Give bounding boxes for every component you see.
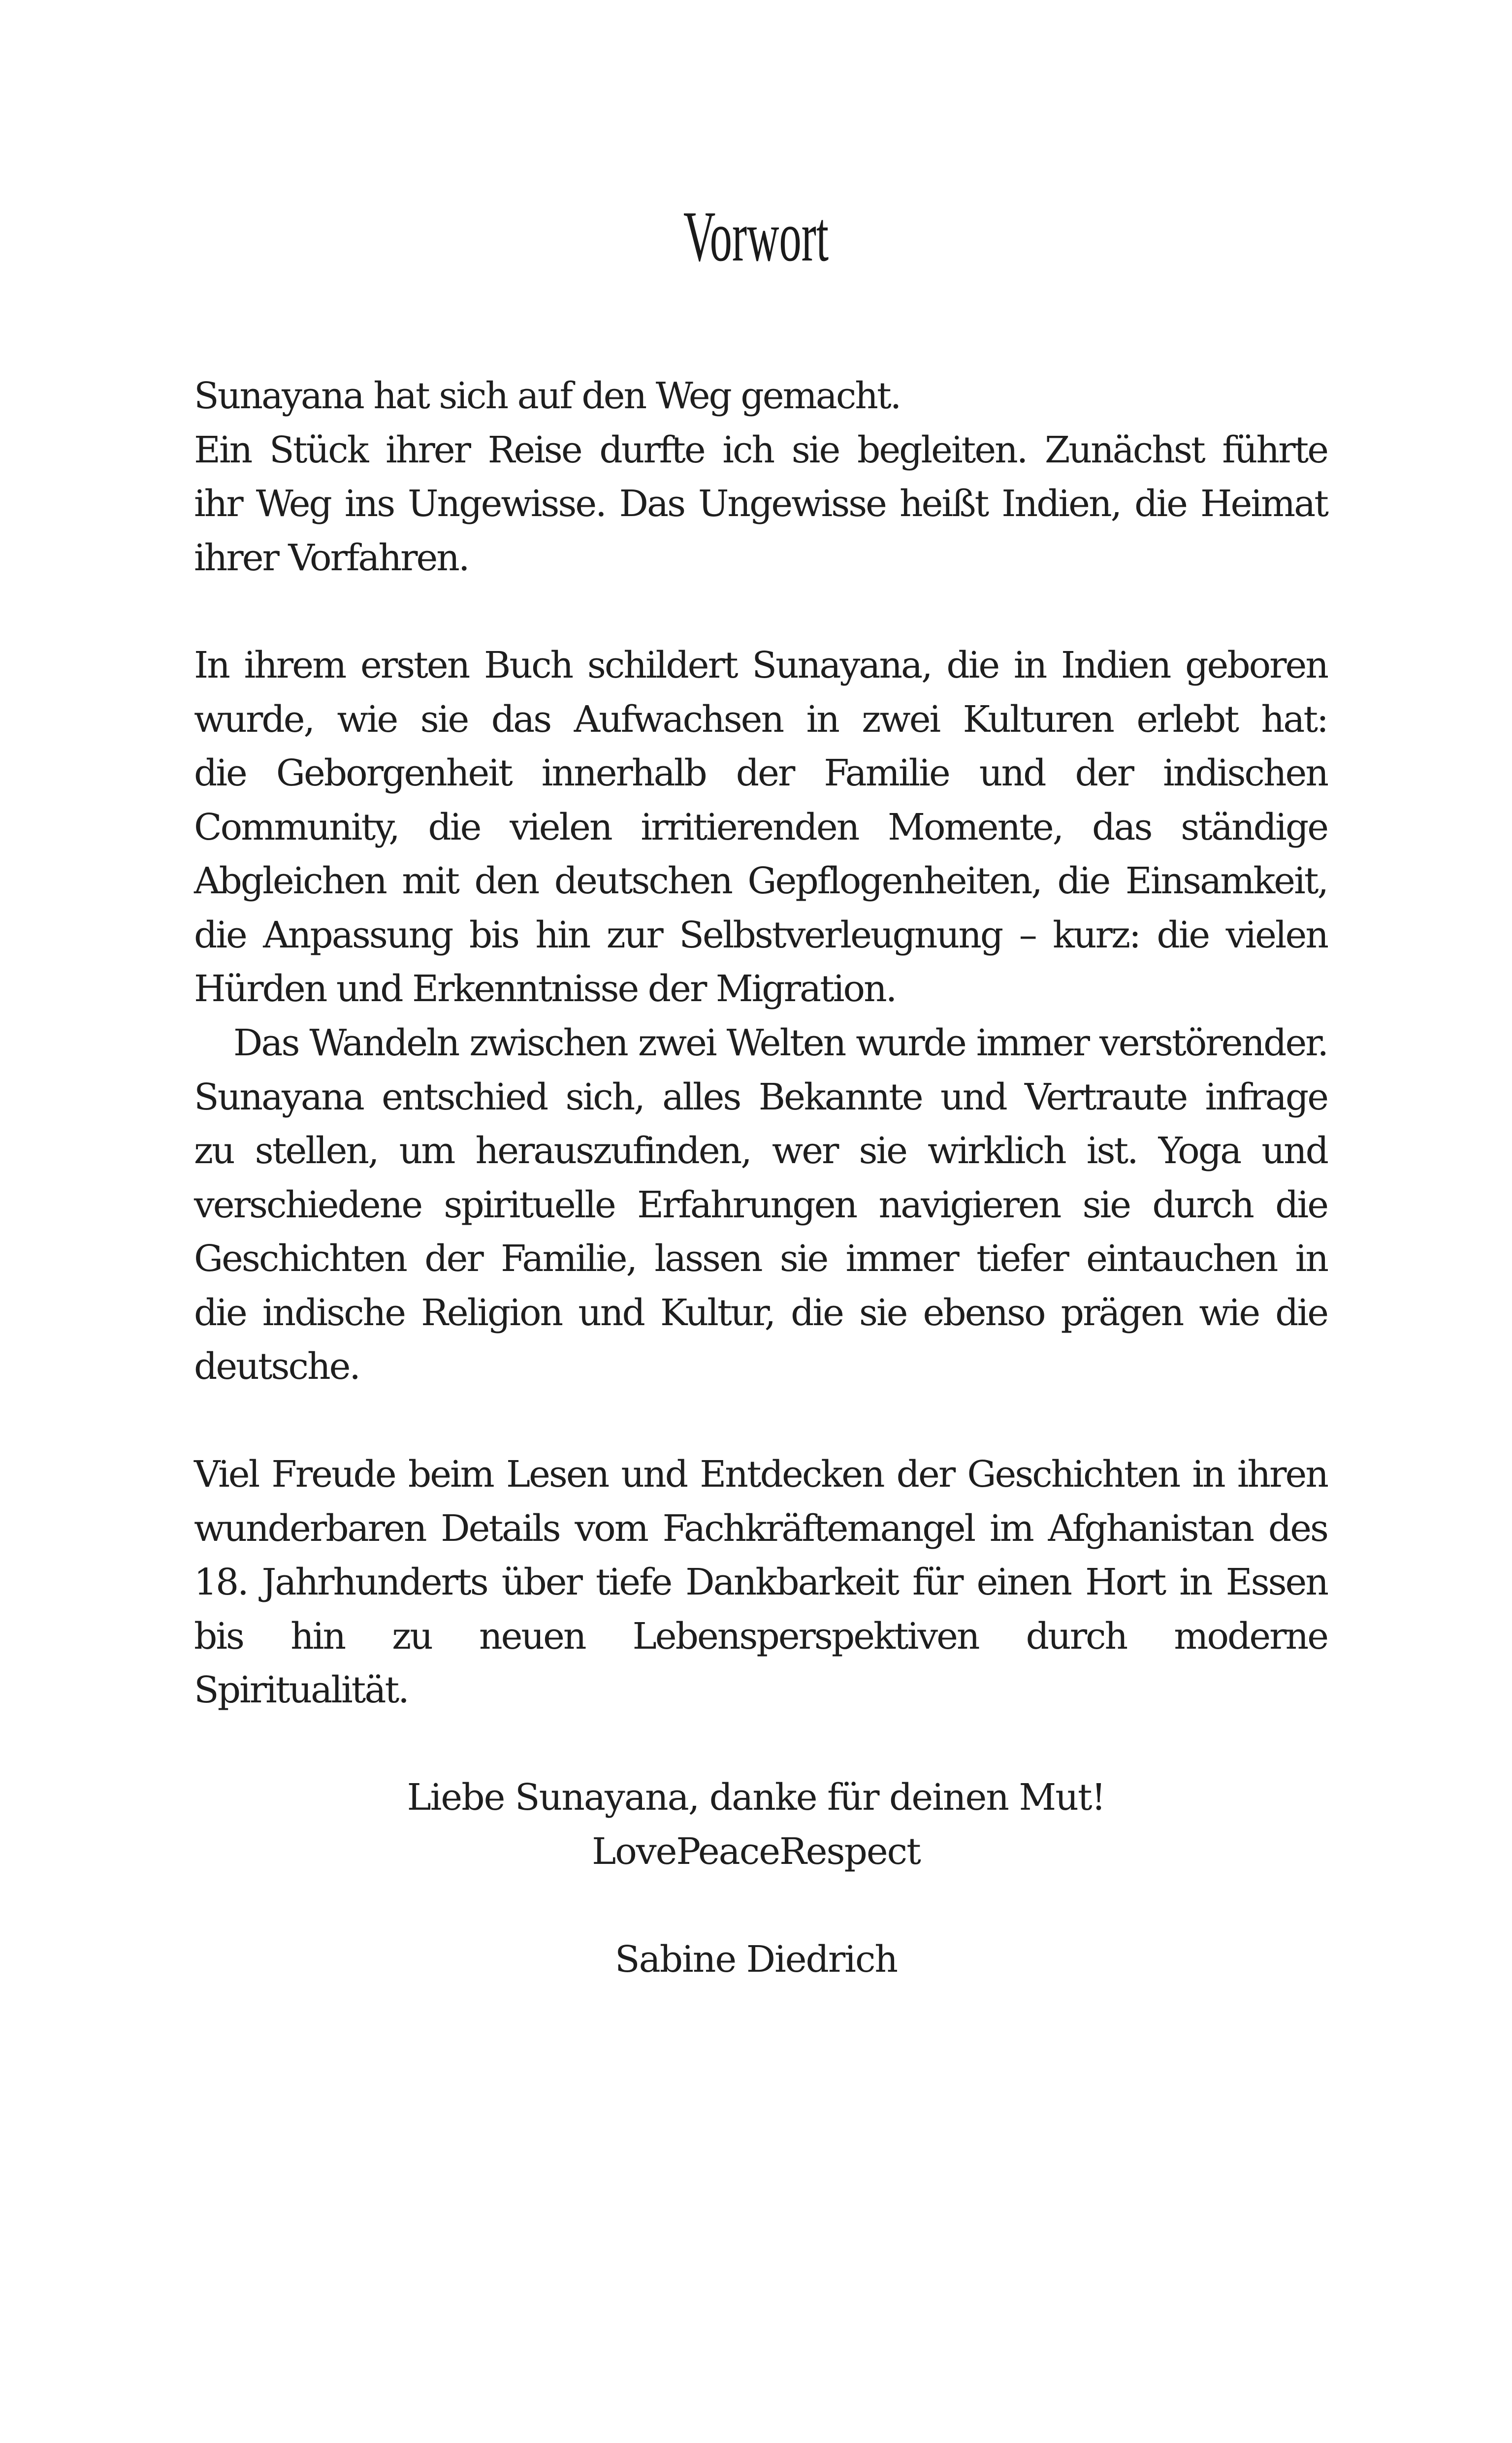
paragraph-3-line-3: zu stellen, um herauszufinden, wer sie wirklich ist. Yoga und	[194, 1130, 1327, 1172]
paragraph-4-line-2: wunderbaren Details vom Fachkräftemangel im Afghanistan des	[194, 1507, 1327, 1550]
paragraph-2-line-1: In ihrem ersten Buch schildert Sunayana, die in Indien geboren	[194, 644, 1327, 686]
paragraph-1-line-4: ihrer Vorfahren.	[194, 536, 469, 579]
paragraph-2-line-6: die Anpassung bis hin zur Selbstverleugnung – kurz: die vielen	[194, 913, 1327, 956]
author-signature: Sabine Diedrich	[614, 1938, 898, 1981]
paragraph-2-line-3: die Geborgenheit innerhalb der Familie und der indischen	[194, 752, 1327, 794]
paragraph-4	[194, 1448, 1327, 1718]
paragraph-1-line-3: ihr Weg ins Ungewisse. Das Ungewisse heißt Indien, die Heimat	[194, 483, 1327, 525]
paragraph-1-line-1: Sunayana hat sich auf den Weg gemacht.	[194, 375, 901, 417]
paragraph-3-line-6: die indische Religion und Kultur, die sie ebenso prägen wie die	[194, 1291, 1327, 1334]
paragraph-1	[194, 369, 1327, 585]
paragraph-4-line-3: 18. Jahrhunderts über tiefe Dankbarkeit für einen Hort in Essen	[194, 1561, 1327, 1603]
paragraph-3	[194, 1016, 1327, 1394]
paragraph-4-line-1: Viel Freude beim Lesen und Entdecken der Geschichten in ihren	[194, 1453, 1327, 1496]
paragraph-3-line-2: Sunayana entschied sich, alles Bekannte und Vertraute infrage	[194, 1075, 1327, 1118]
chapter-title: Vorwort	[683, 196, 829, 276]
paragraph-2-line-2: wurde, wie sie das Aufwachsen in zwei Kulturen erlebt hat:	[194, 698, 1327, 741]
paragraph-2-line-7: Hürden und Erkenntnisse der Migration.	[194, 968, 896, 1010]
paragraph-4-line-4: bis hin zu neuen Lebensperspektiven durch moderne Spiritualität.	[194, 1615, 1327, 1711]
paragraph-3-line-7: deutsche.	[194, 1345, 359, 1388]
closing-dedication: Liebe Sunayana, danke für deinen Mut!	[407, 1776, 1105, 1819]
paragraph-3-line-4: verschiedene spirituelle Erfahrungen navigieren sie durch die	[194, 1183, 1327, 1226]
paragraph-3-line-5: Geschichten der Familie, lassen sie immer tiefer eintauchen in	[194, 1238, 1327, 1280]
closing-motto: LovePeaceRespect	[592, 1830, 920, 1873]
paragraph-2	[194, 639, 1327, 1016]
paragraph-1-line-2: Ein Stück ihrer Reise durfte ich sie begleiten. Zunächst führte	[194, 428, 1327, 471]
paragraph-2-line-5: Abgleichen mit den deutschen Gepflogenheiten, die Einsamkeit,	[194, 860, 1327, 902]
paragraph-2-line-4: Community, die vielen irritierenden Momente, das ständige	[194, 806, 1327, 848]
paragraph-3-line-1: Das Wandeln zwischen zwei Welten wurde immer verstörender.	[233, 1022, 1327, 1064]
